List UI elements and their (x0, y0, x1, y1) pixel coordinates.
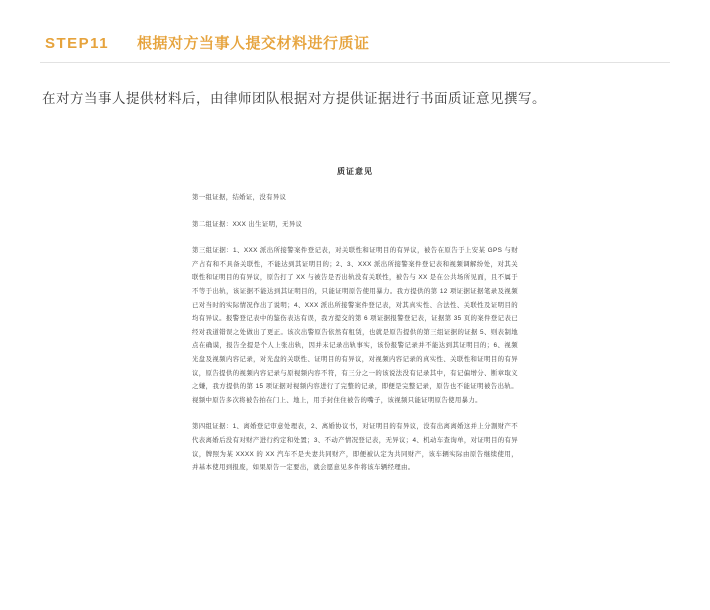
document-title: 质证意见 (337, 167, 373, 176)
document-paragraph: 第三组证据：1、XXX 派出所接警案件登记表，对关联性和证明目的有异议，被告在原告于上安某 GPS 与财产占有和不具备关联性，不能达到其证明目的；2、3、XXX 派出所接警案件登记表和视频调解纷处，对其关联性和证明目的有异议，原告打了 XX 与被告是否出轨没有关联性，被告与 XX 是在公共场所见面，且不属于不等于出轨，该证据不能达到其证明目的，只能证明原告使用暴力。我方提供的第 12 项证据证据笔录及视频已对当时的实际情况作出了说明；4、XXX 派出所接警案件登记表，对其真实性、合法性、关联性及证明目的均有异议。报警登记表中的鉴伤表达有误，我方提交的第 6 项证据报警登记表，证据第 35 页的案件登记表已经对我道错误之处做出了更正。该次出警原告依然有租赁，也就是原告提供的第三组证据的证据 5、则表制地点在确谟，报告全提是个人上张出轨，因并未记录出轨事实，该份报警记录并不能达到其证明目的；6、视频光盘及视频内容记录，对光盘的关联性、证明目的有异议，对视频内容记录的真实性、关联性和证明目的有异议，原告提供的视频内容记录与原视频内容不符，有三分之一的该说法没有记录其中，有记偏增分、断章取义之嫌，我方提供的第 15 项证据对视频内容进行了完整的记录，即便是完整记录，原告也不能证明被告出轨。视频中原告多次将被告拍在门上、地上，用手封住住被告的嘴子，该视频只能证明原告使用暴力。 (192, 247, 518, 404)
document-paragraph: 第一组证据，结婚证，没有异议 (192, 194, 287, 201)
step-title-text: 根据对方当事人提交材料进行质证 (137, 35, 370, 52)
step-heading (45, 32, 370, 53)
document-paragraph: 第二组证据：XXX 出生证明，无异议 (192, 220, 303, 228)
step-number-label: STEP11 (45, 35, 110, 52)
intro-paragraph: 在对方当事人提供材料后，由律师团队根据对方提供证据进行书面质证意见撰写。 (42, 91, 546, 106)
header-divider (40, 62, 670, 63)
document-preview (176, 148, 534, 580)
document-paragraph: 第四组证据：1、离婚登记审意处理表，2、离婚协议书，对证明目的有异议，没有出离离婚这并上分割财产不代表离婚后没有对财产进行约定和处置；3、不动产情况登记表，无异议；4、机动车查询单，对证明目的有异议，牌照为某 XXXX 的 XX 汽车不是夫妻共同财产，即便被认定为共同财产，该车辆实际由原告继续使用，并基本使用到报废，如果原告一定要出，就会愿意见多件将该车辆经理由。 (192, 423, 518, 472)
